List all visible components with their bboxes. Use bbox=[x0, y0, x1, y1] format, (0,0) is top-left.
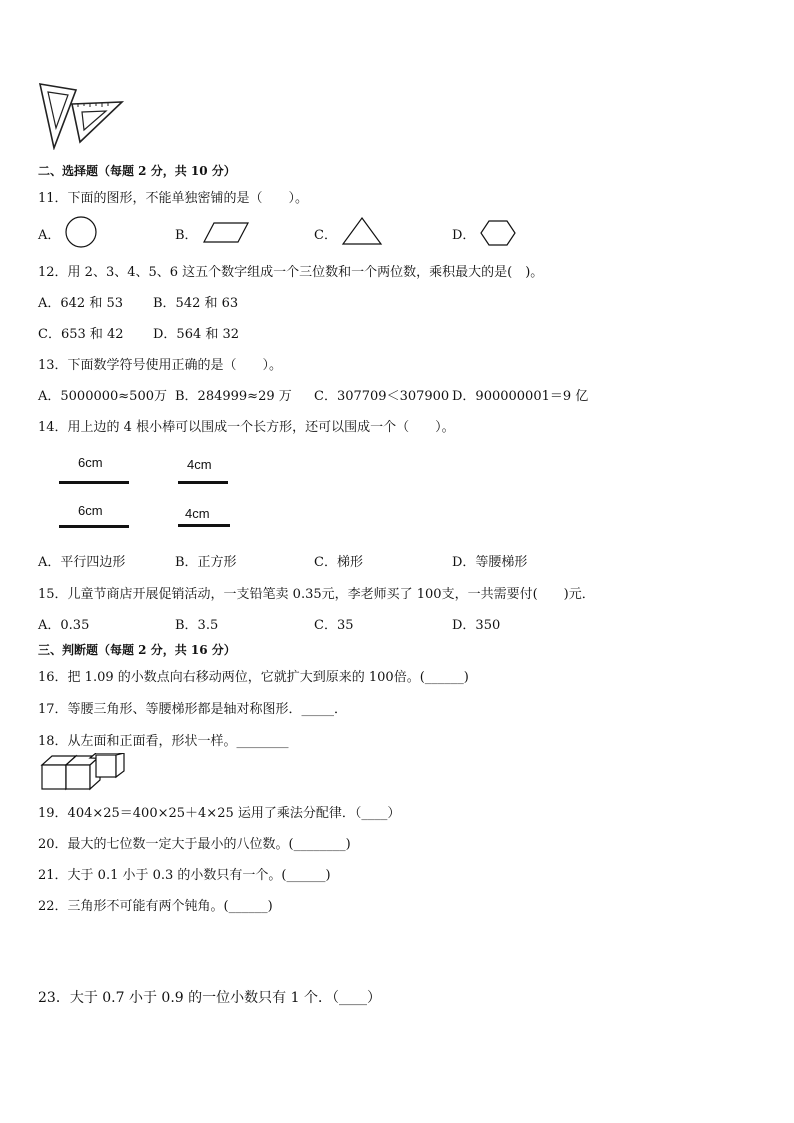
set-square-ruler-icon bbox=[38, 82, 126, 150]
section-heading-judge: 三、判断题（每题 2 分，共 16 分） bbox=[38, 643, 236, 657]
q13-option-c: C．307709＜307900 bbox=[314, 389, 450, 404]
question-17: 17．等腰三角形、等腰梯形都是轴对称图形．_____． bbox=[38, 702, 348, 717]
stick-6cm bbox=[59, 525, 129, 528]
question-18: 18．从左面和正面看，形状一样。________ bbox=[38, 734, 289, 749]
question-16: 16．把 1.09 的小数点向右移动两位，它就扩大到原来的 100倍。(______) bbox=[38, 670, 469, 685]
stick-4cm bbox=[178, 481, 228, 484]
q15-option-b: B．3.5 bbox=[175, 618, 219, 633]
triangle-icon bbox=[341, 216, 383, 246]
question-15: 15．儿童节商店开展促销活动，一支铅笔卖 0.35元，李老师买了 100支，一共需要付( )元． bbox=[38, 587, 595, 602]
q12-option-a: A．642 和 53 bbox=[38, 296, 124, 311]
q11-option-a-label: A． bbox=[38, 228, 61, 243]
q15-option-c: C．35 bbox=[314, 618, 354, 633]
question-20: 20．最大的七位数一定大于最小的八位数。(________) bbox=[38, 837, 351, 852]
question-23: 23．大于 0.7 小于 0.9 的一位小数只有 1 个．（____） bbox=[38, 990, 381, 1006]
q13-option-a: A．5000000≈500万 bbox=[38, 389, 167, 404]
q12-option-d: D．564 和 32 bbox=[153, 327, 240, 342]
stick-label: 6cm bbox=[78, 503, 103, 518]
question-19: 19．404×25＝400×25＋4×25 运用了乘法分配律．（____） bbox=[38, 806, 401, 821]
question-13: 13．下面数学符号使用正确的是（ ）。 bbox=[38, 358, 283, 373]
section-heading-choice: 二、选择题（每题 2 分，共 10 分） bbox=[38, 164, 236, 178]
stick-label: 4cm bbox=[185, 506, 210, 521]
q14-option-a: A．平行四边形 bbox=[38, 555, 126, 570]
q11-option-b-label: B． bbox=[175, 228, 198, 243]
cube-blocks-icon bbox=[40, 753, 126, 791]
q11-option-c-label: C． bbox=[314, 228, 337, 243]
q13-option-d: D．900000001＝9 亿 bbox=[452, 389, 589, 404]
question-12: 12．用 2、3、4、5、6 这五个数字组成一个三位数和一个两位数，乘积最大的是( )。 bbox=[38, 265, 544, 280]
q12-option-b: B．542 和 63 bbox=[153, 296, 239, 311]
q14-option-d: D．等腰梯形 bbox=[452, 555, 528, 570]
q15-option-d: D．350 bbox=[452, 618, 501, 633]
q15-option-a: A．0.35 bbox=[38, 618, 90, 633]
question-11: 11．下面的图形，不能单独密铺的是（ ）。 bbox=[38, 191, 309, 206]
question-14: 14．用上边的 4 根小棒可以围成一个长方形，还可以围成一个（ ）。 bbox=[38, 420, 455, 435]
q14-option-b: B．正方形 bbox=[175, 555, 237, 570]
question-21: 21．大于 0.1 小于 0.3 的小数只有一个。(______) bbox=[38, 868, 331, 883]
hexagon-icon bbox=[479, 219, 517, 247]
q14-option-c: C．梯形 bbox=[314, 555, 363, 570]
stick-4cm bbox=[178, 524, 230, 527]
q13-option-b: B．284999≈29 万 bbox=[175, 389, 292, 404]
stick-label: 4cm bbox=[187, 457, 212, 472]
circle-icon bbox=[64, 215, 98, 249]
q12-option-c: C．653 和 42 bbox=[38, 327, 124, 342]
stick-label: 6cm bbox=[78, 455, 103, 470]
question-22: 22．三角形不可能有两个钝角。(______) bbox=[38, 899, 273, 914]
stick-6cm bbox=[59, 481, 129, 484]
parallelogram-icon bbox=[202, 221, 250, 245]
q11-option-d-label: D． bbox=[452, 228, 476, 243]
